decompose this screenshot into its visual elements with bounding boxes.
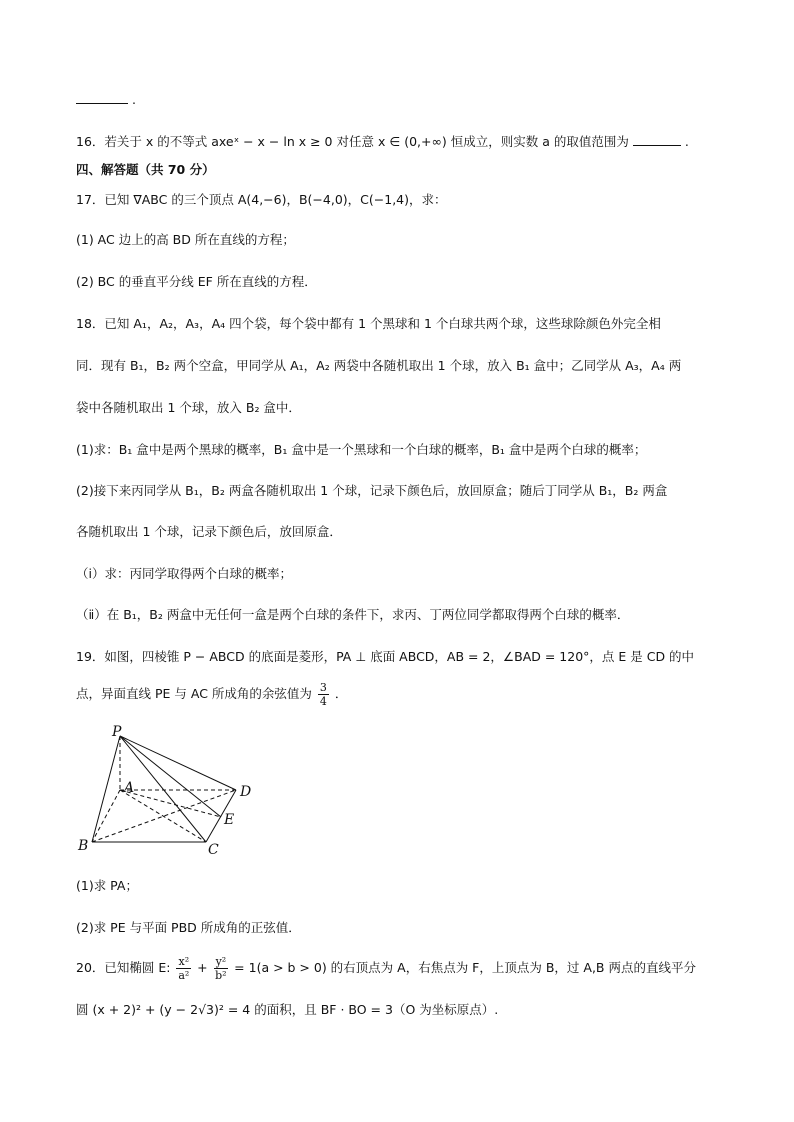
label-D: D (240, 784, 252, 800)
diagonal-AC (120, 790, 206, 842)
label-P: P (112, 724, 122, 740)
section-heading: 四、解答题（共 70 分） (76, 162, 215, 177)
fraction-denominator: a² (178, 969, 190, 982)
label-B: B (78, 838, 89, 854)
fraction-numerator: 3 (319, 681, 327, 694)
question-16-blank (633, 135, 681, 146)
diagonal-BD (92, 790, 236, 842)
question-16-text: 16．若关于 x 的不等式 axeˣ − x − ln x ≥ 0 对任意 x ∈ (0,+∞) 恒成立，则实数 a 的取值范围为 (76, 134, 629, 149)
period: . (131, 92, 136, 107)
question-18-sub-i: （ⅰ）求：丙同学取得两个白球的概率； (76, 566, 292, 581)
fraction-y-squared (214, 956, 229, 981)
plus-sign: + (197, 960, 208, 975)
question-19-line2-end: ． (334, 686, 348, 701)
label-C: C (208, 842, 219, 858)
pyramid-diagram (76, 724, 266, 856)
question-20-line1-rest: = 1(a > b > 0) 的右顶点为 A，右焦点为 F，上顶点为 B，过 A,B 两点的直线平分 (234, 960, 696, 975)
question-19-line2 (76, 682, 347, 707)
answer-blank-line (76, 92, 136, 107)
question-20-line2: 圆 (x + 2)² + (y − 2√3)² = 4 的面积，且 BF · BO = 3（O 为坐标原点）. (76, 1002, 499, 1017)
question-20-line1 (76, 956, 696, 981)
fraction-numerator: x² (178, 955, 190, 968)
fraction-numerator: y² (215, 955, 227, 968)
question-17: 17．已知 ∇ABC 的三个顶点 A(4,−6)，B(−4,0)，C(−1,4)，求： (76, 192, 447, 207)
answer-blank (76, 93, 128, 104)
label-E: E (224, 812, 235, 828)
question-18-part2-line2: 各随机取出 1 个球，记录下颜色后，放回原盒． (76, 524, 342, 539)
pyramid-figure (76, 724, 266, 856)
label-A: A (124, 780, 135, 796)
question-16 (76, 132, 689, 150)
question-19-line1: 19．如图，四棱锥 P − ABCD 的底面是菱形，PA ⊥ 底面 ABCD，AB = 2，∠BAD = 120°，点 E 是 CD 的中 (76, 649, 695, 664)
question-19-part2: (2)求 PE 与平面 PBD 所成角的正弦值． (76, 920, 301, 935)
question-17-part1: (1) AC 边上的高 BD 所在直线的方程； (76, 232, 295, 247)
fraction-denominator: 4 (319, 695, 327, 708)
question-18-part2-line1: (2)接下来丙同学从 B₁，B₂ 两盒各随机取出 1 个球，记录下颜色后，放回原盒；随后丁同学从 B₁，B₂ 两盒 (76, 483, 668, 498)
question-18-part1: (1)求：B₁ 盒中是两个黑球的概率，B₁ 盒中是一个黑球和一个白球的概率，B₁ 盒中是两个白球的概率； (76, 442, 647, 457)
question-18-line1: 18．已知 A₁，A₂，A₃，A₄ 四个袋，每个袋中都有 1 个黑球和 1 个白球共两个球，这些球除颜色外完全相 (76, 316, 661, 331)
edge-AB (92, 790, 120, 842)
segment-AE (120, 790, 221, 817)
question-17-part2: (2) BC 的垂直平分线 EF 所在直线的方程． (76, 274, 317, 289)
question-19-part1: (1)求 PA； (76, 878, 138, 893)
question-18-line3: 袋中各随机取出 1 个球，放入 B₂ 盒中． (76, 400, 301, 415)
question-20-intro: 20．已知椭圆 E: (76, 960, 171, 975)
edge-PB (92, 736, 120, 842)
question-19-line2-text: 点，异面直线 PE 与 AC 所成角的余弦值为 (76, 686, 312, 701)
question-16-end: . (684, 134, 689, 149)
fraction-x-squared (176, 956, 191, 981)
fraction-three-quarters (318, 682, 329, 707)
question-18-sub-ii: （ⅱ）在 B₁，B₂ 两盒中无任何一盒是两个白球的条件下，求丙、丁两位同学都取得两个白球的概率． (76, 607, 630, 622)
question-18-line2: 同．现有 B₁，B₂ 两个空盒，甲同学从 A₁，A₂ 两袋中各随机取出 1 个球，放入 B₁ 盒中；乙同学从 A₃，A₄ 两 (76, 358, 682, 373)
fraction-denominator: b² (215, 969, 227, 982)
